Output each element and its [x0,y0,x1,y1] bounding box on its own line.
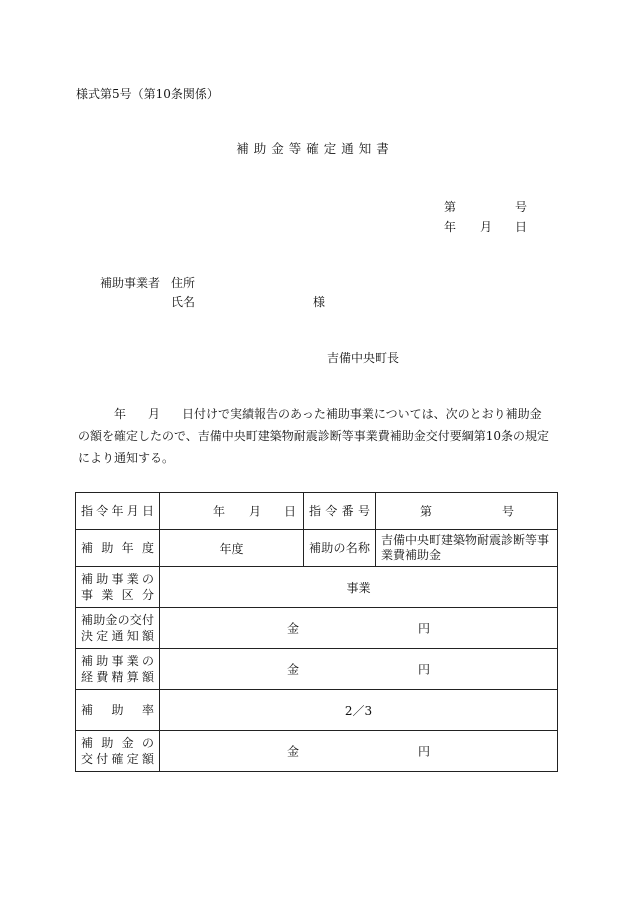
category-label [76,567,160,608]
table-row [76,690,558,731]
expense-label [76,649,160,690]
issuer-name: 吉備中央町長 [327,351,400,365]
designation-date-label: 指令年月日 [76,493,160,530]
confirmed-en: 円 [418,744,431,759]
designation-date-cell [160,493,304,530]
designation-number-label: 指令番号 [304,493,376,530]
table-row [76,649,558,690]
designation-number-cell [376,493,558,530]
body-text: 日付けで実績報告のあった補助事業については、次のとおり補助金の額を確定したので、吉備中央町建築物耐震診断等事業費補助金交付要綱第10条の規定により通知する。 [78,407,550,465]
body-month: 月 [148,407,161,421]
table-row [76,608,558,649]
grant-decision-label-line1: 補助金の交付 [81,613,154,627]
rate-label: 補助率 [76,690,160,731]
table-row [76,530,558,567]
confirmed-label-line2: 交付確定額 [81,752,154,766]
grant-decision-label-line2: 決定通知額 [81,629,154,643]
recipient-name-label: 氏名 [171,295,196,309]
subsidy-year-label: 補助年度 [76,530,160,567]
confirmed-label [76,731,160,772]
expense-kin: 金 [287,662,300,677]
rate-value: 2／3 [160,690,558,731]
recipient-label: 補助事業者 [100,276,161,290]
grant-decision-label [76,608,160,649]
confirmed-label-line1: 補助金の [81,736,154,750]
subsidy-name-value: 吉備中央町建築物耐震診断等事業費補助金 [376,530,558,567]
expense-label-line2: 経費精算額 [81,670,154,684]
designation-number-prefix: 第 [420,504,433,519]
document-title: 補助金等確定通知書 [236,141,394,156]
designation-day: 日 [284,504,297,519]
category-label-line2: 事業区分 [81,588,154,602]
confirmed-amount [160,731,558,772]
subsidy-year-value: 年度 [160,530,304,567]
table-row [76,493,558,530]
confirmed-kin: 金 [287,744,300,759]
designation-year: 年 [213,504,226,519]
expense-label-line1: 補助事業の [81,654,154,668]
category-label-line1: 補助事業の [81,572,154,586]
designation-number-suffix: 号 [502,504,515,519]
category-value: 事業 [160,567,558,608]
body-year: 年 [114,407,127,421]
issue-date-day: 日 [515,220,528,234]
subsidy-name-label: 補助の名称 [304,530,376,567]
notice-body [78,403,552,469]
table-row [76,567,558,608]
recipient-honorific: 様 [313,295,326,309]
issue-date-year: 年 [444,220,457,234]
grant-decision-amount [160,608,558,649]
designation-month: 月 [249,504,262,519]
document-number-prefix: 第 [444,200,457,214]
expense-en: 円 [418,662,431,677]
document-number-suffix: 号 [515,200,528,214]
recipient-address-label: 住所 [171,276,196,290]
confirmation-table [75,492,558,772]
table-row [76,731,558,772]
grant-decision-en: 円 [418,621,431,636]
expense-amount [160,649,558,690]
form-number: 様式第5号（第10条関係） [76,87,219,101]
grant-decision-kin: 金 [287,621,300,636]
issue-date-month: 月 [480,220,493,234]
